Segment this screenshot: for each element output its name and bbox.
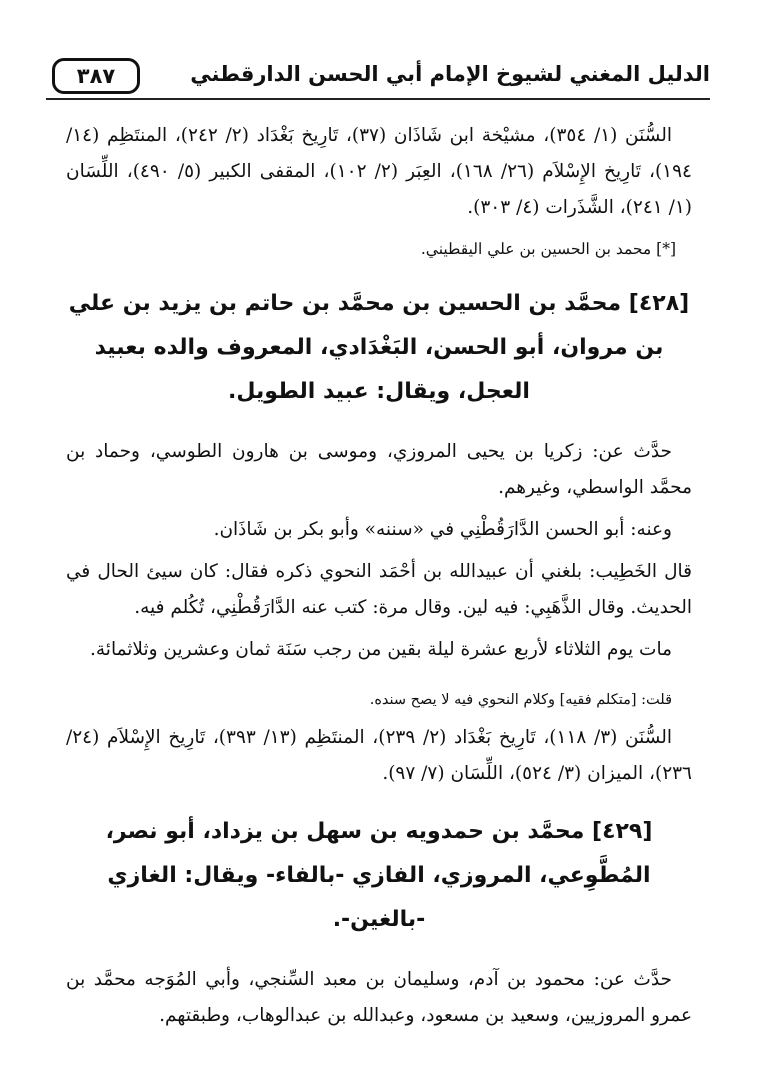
cross-reference-entry: [*] محمد بن الحسين بن علي اليقطيني. (420, 240, 676, 258)
entry-429-heading: [٤٢٩] محمَّد بن حمدويه بن سهل بن يزداد، أبو نصر، المُطَّوِعي، المروزي، الفازي -بالفاء- ويقال: الغازي -بالغين-. (105, 819, 653, 932)
running-title: الدليل المغني لشيوخ الإمام أبي الحسن الدارقطني (190, 62, 710, 86)
khatib-quote-paragraph: قال الخَطِيب: بلغني أن عبيدالله بن أحْمَد النحوي ذكره فقال: كان سيئ الحال في الحديث. وقال الذَّهَبِي: فيه لين. وقال مرة: كتب عنه الدَّارَقُطْنِي، تُكُلم فيه. (66, 561, 692, 618)
author-note-paragraph: قلت: [متكلم فقيه] وكلام النحوي فيه لا يصح سنده. (369, 692, 672, 708)
students-paragraph: وعنه: أبو الحسن الدَّارَقُطْنِي في «سننه» وأبو بكر بن شَاذَان. (213, 519, 672, 540)
teachers-paragraph: حدَّث عن: زكريا بن يحيى المروزي، وموسى بن هارون الطوسي، وحماد بن محمَّد الواسطي، وغيرهم. (66, 441, 692, 498)
entry-428-heading: [٤٢٨] محمَّد بن الحسين بن محمَّد بن حاتم بن يزيد بن علي بن مروان، أبو الحسن، البَغْدَادي، المعروف والده بعبيد العجل، ويقال: عبيد الطويل. (68, 291, 690, 404)
page-content (66, 118, 692, 1034)
sources-paragraph: السُّنَن (١/ ٣٥٤)، مشيْخة ابن شَاذَان (٣٧)، تَارِيخ بَغْدَاد (٢/ ٢٤٢)، المنتَظِم (١٤/ ١٩٤)، تَارِيخ الإِسْلاَم (٢٦/ ١٦٨)، العِبَر (٢/ ١٠٢)، المقفى الكبير (٥/ ٤٩٠)، اللِّسَان (١/ ٢٤١)، الشَّذَرات (٤/ ٣٠٣). (66, 125, 692, 218)
death-date-paragraph: مات يوم الثلاثاء لأربع عشرة ليلة بقين من رجب سَنَة ثمان وعشرين وثلاثمائة. (90, 639, 672, 660)
teachers-paragraph-429: حدَّث عن: محمود بن آدم، وسليمان بن معبد السِّنجي، وأبي المُوَجه محمَّد بن عمرو المروزيين، وسعيد بن مسعود، وعبدالله بن عبدالوهاب، وطبقتهم. (66, 969, 692, 1026)
page-header (46, 58, 710, 100)
page-number: ٣٨٧ (52, 58, 140, 94)
sources-paragraph-428: السُّنَن (٣/ ١١٨)، تَارِيخ بَغْدَاد (٢/ ٢٣٩)، المنتَظِم (١٣/ ٣٩٣)، تَارِيخ الإِسْلاَم (٢٤/ ٢٣٦)، الميزان (٣/ ٥٢٤)، اللِّسَان (٧/ ٩٧). (66, 727, 692, 784)
